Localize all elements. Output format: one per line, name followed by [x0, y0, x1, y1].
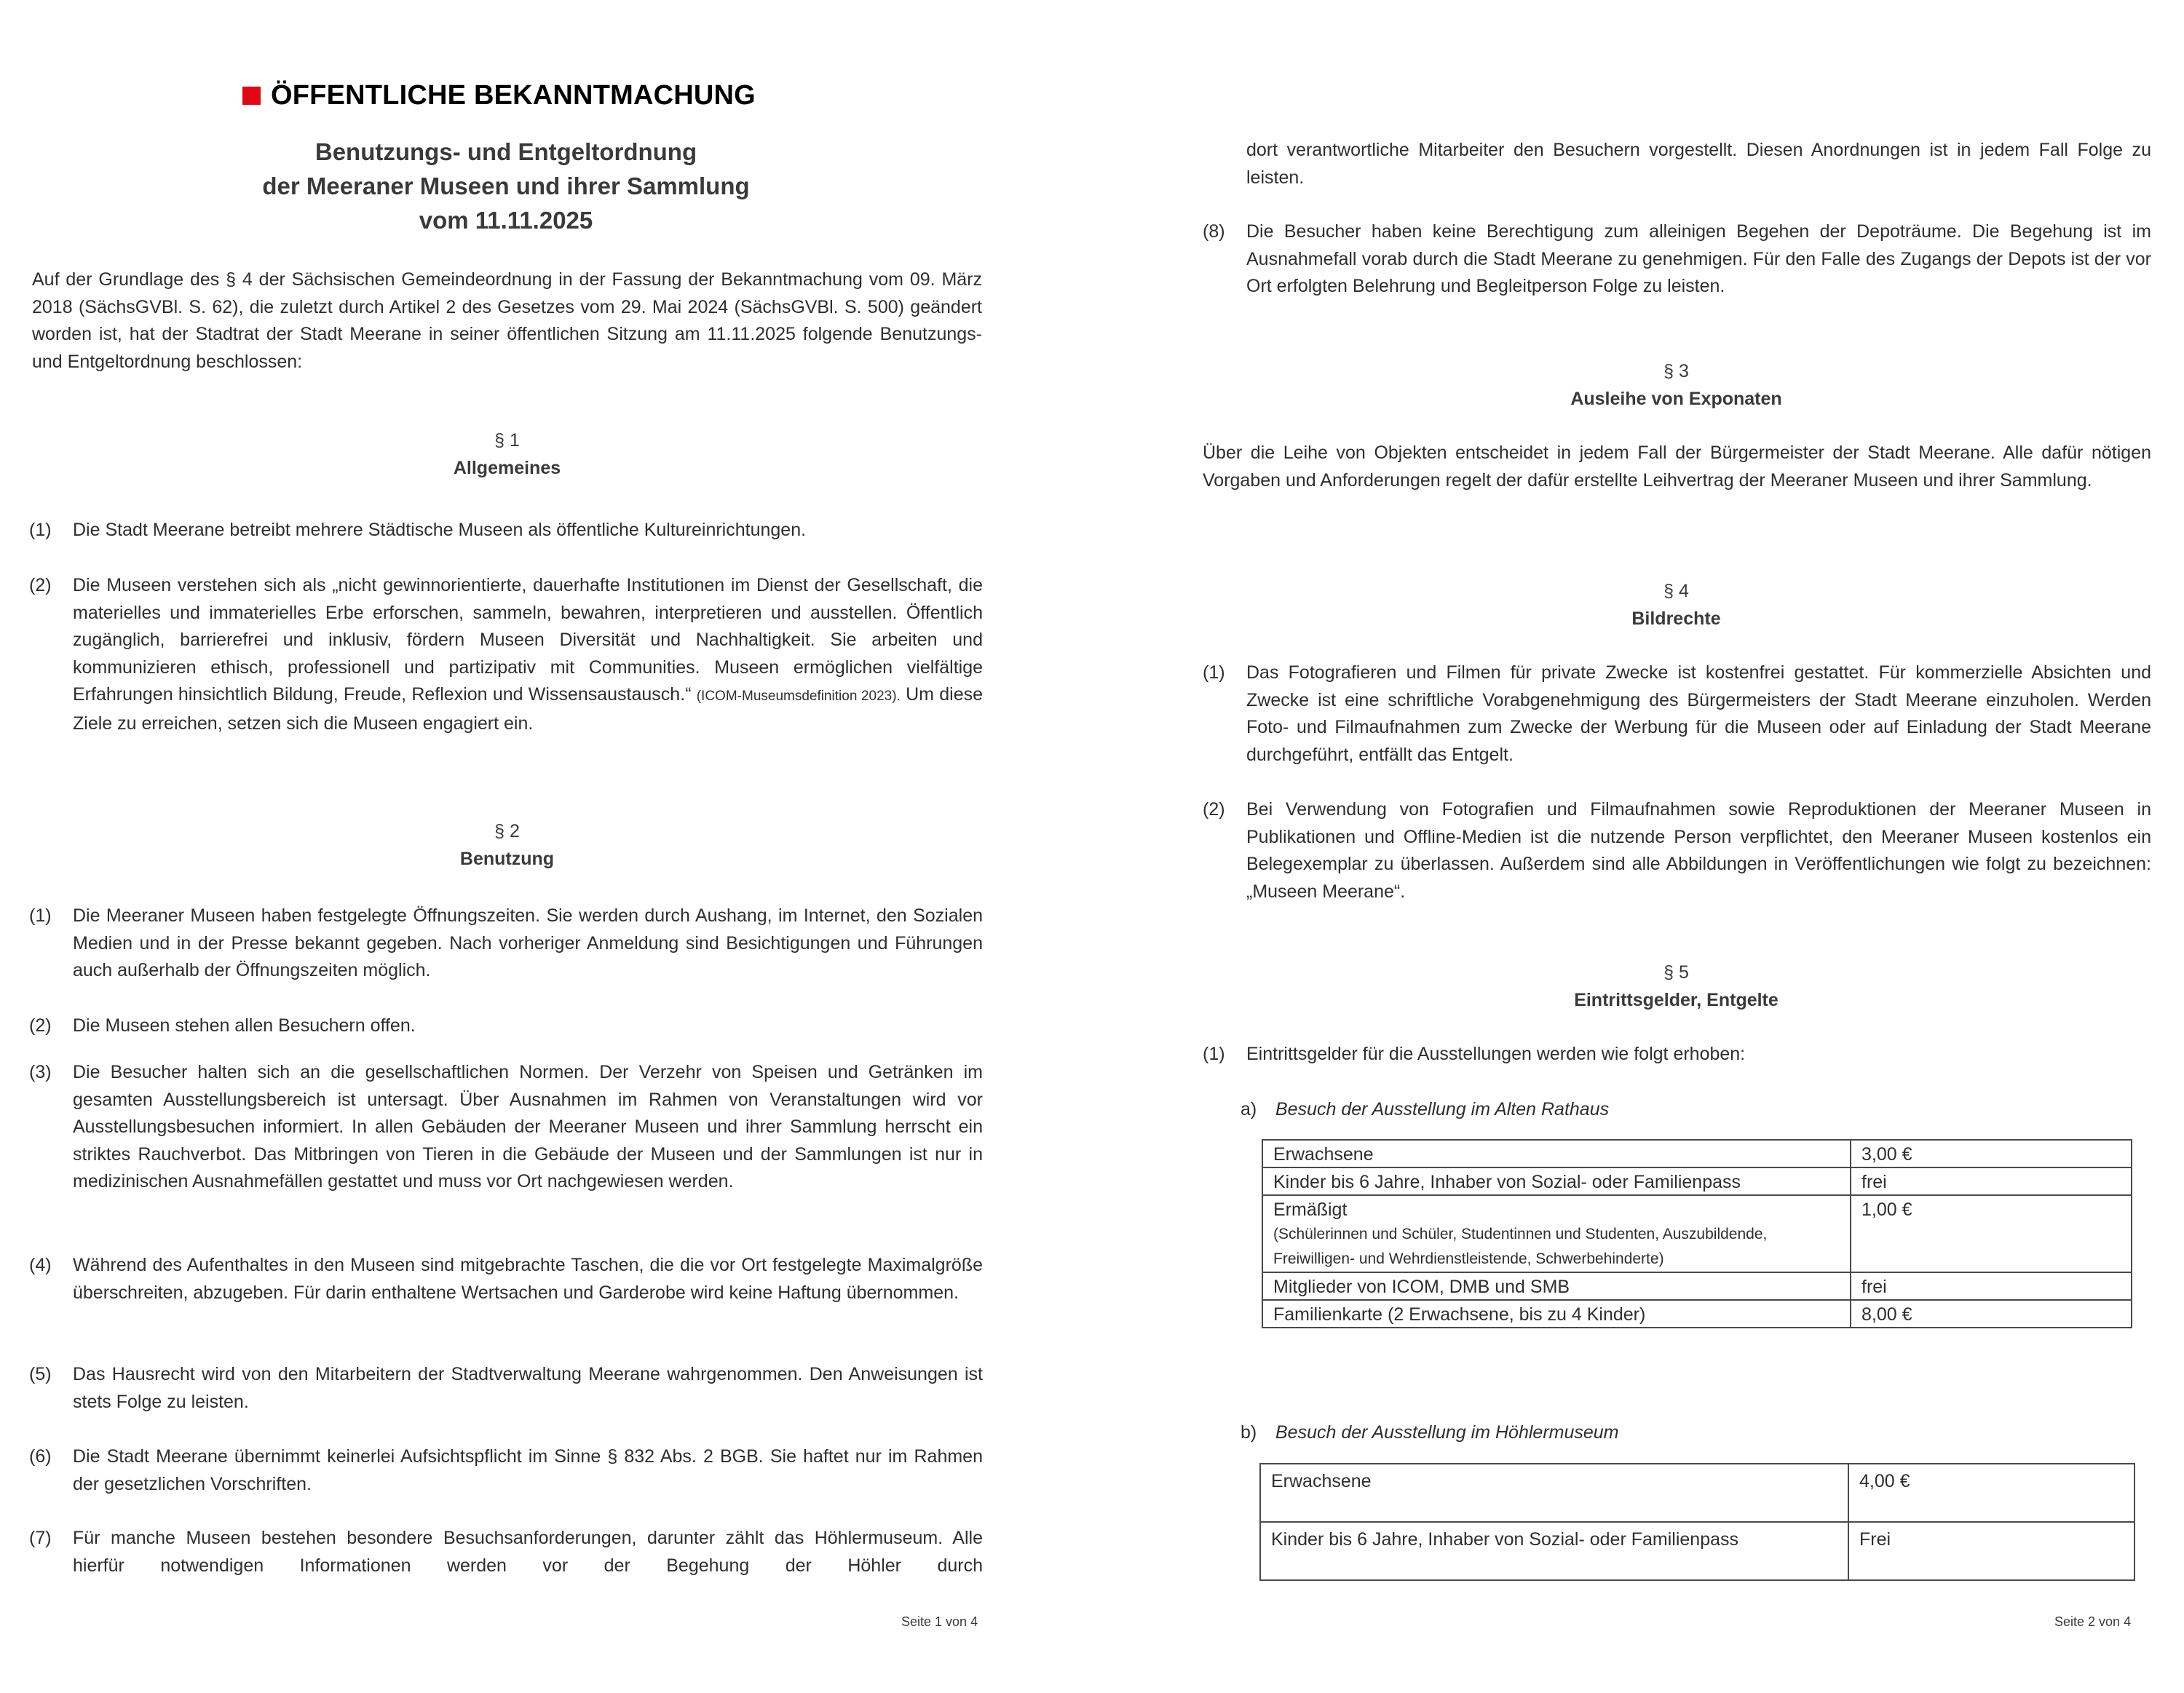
- table-row: [1262, 1140, 2132, 1167]
- s5-paragraph-1: [1203, 1041, 2151, 1068]
- paragraph-text: Während des Aufenthaltes in den Museen sind mitgebrachte Taschen, die die vor Ort festgelegte Maximalgröße überschreiten, abzugeben. Für darin enthaltene Wertsachen und Garderobe wird keine Haftung übernommen.: [73, 1255, 983, 1303]
- page-number-footer: Seite 2 von 4: [2054, 1614, 2132, 1629]
- section-title: Benutzung: [459, 849, 555, 869]
- paragraph-number: (1): [1203, 662, 1225, 683]
- paragraph-number: (7): [29, 1528, 52, 1548]
- document-title: [29, 135, 983, 237]
- subsection-label: b): [1241, 1422, 1257, 1443]
- s1-paragraph-2: [29, 572, 983, 737]
- paragraph-number: (2): [1203, 799, 1225, 820]
- section-number: § 5: [1663, 962, 1689, 983]
- category-cell: Familienkarte (2 Erwachsene, bis zu 4 Kinder): [1262, 1300, 1851, 1328]
- title-line-1: Benutzungs- und Entgeltordnung: [314, 138, 697, 165]
- category-cell: [1262, 1195, 1851, 1272]
- citation: (ICOM-Museumsdefinition 2023).: [696, 689, 901, 704]
- paragraph-text: Die Stadt Meerane übernimmt keinerlei Aufsichtspflicht im Sinne § 832 Abs. 2 BGB. Sie haftet nur im Rahmen der gesetzlichen Vorschriften.: [73, 1446, 983, 1494]
- fee-table-altes-rathaus: [1262, 1139, 2132, 1328]
- page-number-footer: Seite 1 von 4: [901, 1614, 978, 1629]
- table-row: [1260, 1464, 2134, 1522]
- price-cell: 4,00 €: [1848, 1464, 2134, 1522]
- category-cell: Mitglieder von ICOM, DMB und SMB: [1262, 1272, 1851, 1300]
- s2-paragraph-8: [1203, 218, 2151, 301]
- s4-paragraph-1: [1203, 659, 2151, 769]
- section-1-heading: [32, 427, 982, 482]
- s2-paragraph-7-continuation: dort verantwortliche Mitarbeiter den Besuchern vorgestellt. Diesen Anordnungen ist in jedem Fall Folge zu leisten.: [1246, 140, 2151, 188]
- category-label: Ermäßigt: [1273, 1200, 1348, 1220]
- paragraph-text: Die Museen stehen allen Besuchern offen.: [73, 1015, 416, 1036]
- table-row: [1262, 1300, 2132, 1328]
- subsection-a-heading: [1241, 1096, 1609, 1124]
- price-cell: 3,00 €: [1851, 1140, 2132, 1167]
- paragraph-number: (1): [29, 520, 52, 540]
- price-cell: frei: [1851, 1167, 2132, 1195]
- fee-table-hoehlermuseum: [1259, 1463, 2135, 1581]
- section-title: Ausleihe von Exponaten: [1570, 389, 1782, 409]
- paragraph-text: Die Meeraner Museen haben festgelegte Öffnungszeiten. Sie werden durch Aushang, im Internet, den Sozialen Medien und in der Presse bekannt gegeben. Nach vorheriger Anmeldung sind Besichtigungen und Führungen auch außerhalb der Öffnungszeiten möglich.: [73, 905, 983, 980]
- price-cell: 1,00 €: [1851, 1195, 2132, 1272]
- page-2: [1092, 0, 2184, 1693]
- paragraph-text: Die Besucher halten sich an die gesellschaftlichen Normen. Der Verzehr von Speisen und Getränken im gesamten Ausstellungsbereich ist untersagt. Über Ausnahmen im Rahmen von Veranstaltungen wird vor Ausstellungsbesuchen informiert. In allen Gebäuden der Meeraner Museen und ihrer Sammlung herrscht ein striktes Rauchverbot. Das Mitbringen von Tieren in die Gebäude der Museen und der Sammlungen ist nur in medizinischen Ausnahmefällen gestattet und muss vor Ort nachgewiesen werden.: [73, 1062, 983, 1192]
- title-line-2: der Meeraner Museen und ihrer Sammlung: [262, 173, 750, 199]
- paragraph-text: Für manche Museen bestehen besondere Besuchsanforderungen, darunter zählt das Höhlermuseum. Alle hierfür notwendigen Informationen werden vor der Begehung der Höhler durch: [73, 1528, 983, 1576]
- category-note: (Schülerinnen und Schüler, Studentinnen und Studenten, Auszubildende, Freiwilligen- und Wehrdienstleistende, Schwerbehinderte): [1273, 1226, 1768, 1267]
- table-row: [1262, 1272, 2132, 1300]
- paragraph-number: (6): [29, 1446, 52, 1467]
- price-cell: Frei: [1848, 1522, 2134, 1580]
- section-2-heading: [32, 817, 982, 873]
- red-square-icon: [242, 87, 261, 105]
- paragraph-text: Eintrittsgelder für die Ausstellungen werden wie folgt erhoben:: [1246, 1044, 1746, 1064]
- s2-paragraph-2: [29, 1012, 983, 1040]
- s2-paragraph-1: [29, 903, 983, 985]
- section-title: Bildrechte: [1631, 608, 1721, 629]
- table-row: [1262, 1195, 2132, 1272]
- s2-paragraph-7: [29, 1525, 983, 1579]
- paragraph-number: (2): [29, 575, 52, 595]
- subsection-title: Besuch der Ausstellung im Alten Rathaus: [1275, 1099, 1610, 1119]
- paragraph-text: [73, 572, 983, 737]
- section-3-heading: [1201, 357, 2151, 413]
- paragraph-text: Das Fotografieren und Filmen für private Zwecke ist kostenfrei gestattet. Für kommerzielle Absichten und Zwecke ist eine schriftliche Vorabgenehmigung des Bürgermeisters der Stadt Meerane einzuholen. Werden Foto- und Filmaufnahmen zum Zwecke der Werbung für die Museen oder auf Einladung der Stadt Meerane durchgeführt, entfällt das Entgelt.: [1246, 662, 2151, 765]
- banner-label: ÖFFENTLICHE BEKANNTMACHUNG: [271, 80, 756, 111]
- category-cell: Kinder bis 6 Jahre, Inhaber von Sozial- oder Familienpass: [1262, 1167, 1851, 1195]
- paragraph-number: (4): [29, 1255, 52, 1275]
- paragraph-text: Die Besucher haben keine Berechtigung zum alleinigen Begehen der Depoträume. Die Begehung ist im Ausnahmefall vorab durch die Stadt Meerane zu genehmigen. Für den Falle des Zugangs der Depots ist der vor Ort erfolgten Belehrung und Begleitperson Folge zu leisten.: [1246, 221, 2151, 296]
- section-title: Allgemeines: [453, 458, 561, 478]
- s3-text: Über die Leihe von Objekten entscheidet in jedem Fall der Bürgermeister der Stadt Meerane. Alle dafür nötigen Vorgaben und Anforderungen regelt der dafür erstellte Leihvertrag der Meeraner Museen und ihrer Sammlung.: [1203, 443, 2151, 491]
- section-number: § 4: [1663, 581, 1689, 601]
- title-line-3: vom 11.11.2025: [419, 207, 593, 234]
- paragraph-text: Bei Verwendung von Fotografien und Filmaufnahmen sowie Reproduktionen der Meeraner Museen in Publikationen und Offline-Medien ist die nutzende Person verpflichtet, den Meeraner Museen kostenlos ein Belegexemplar zu überlassen. Außerdem sind alle Abbildungen in Veröffentlichungen wie folgt zu bezeichnen: „Museen Meerane“.: [1246, 799, 2151, 902]
- paragraph-number: (3): [29, 1062, 52, 1082]
- subsection-label: a): [1241, 1099, 1257, 1119]
- section-number: § 3: [1663, 361, 1689, 381]
- table-row: [1262, 1167, 2132, 1195]
- paragraph-number: (1): [29, 905, 52, 926]
- section-number: § 1: [494, 430, 520, 451]
- s1-paragraph-1: [29, 517, 983, 544]
- paragraph-number: (1): [1203, 1044, 1225, 1064]
- paragraph-text: Das Hausrecht wird von den Mitarbeitern der Stadtverwaltung Meerane wahrgenommen. Den Anweisungen ist stets Folge zu leisten.: [73, 1364, 983, 1412]
- preamble: Auf der Grundlage des § 4 der Sächsischen Gemeindeordnung in der Fassung der Bekanntmachung vom 09. März 2018 (SächsGVBl. S. 62), die zuletzt durch Artikel 2 des Gesetzes vom 29. Mai 2024 (SächsGVBl. S. 500) geändert worden ist, hat der Stadtrat der Stadt Meerane in seiner öffentlichen Sitzung am 11.11.2025 folgende Benutzungs- und Entgeltordnung beschlossen:: [32, 269, 982, 372]
- category-cell: Erwachsene: [1260, 1464, 1848, 1522]
- s2-paragraph-6: [29, 1443, 983, 1498]
- paragraph-number: (8): [1203, 221, 1225, 242]
- s2-paragraph-5: [29, 1361, 983, 1416]
- paragraph-number: (2): [29, 1015, 52, 1036]
- icom-quote: Die Museen verstehen sich als „nicht gewinnorientierte, dauerhafte Institutionen im Dienst der Gesellschaft, die materielles und immaterielles Erbe erforschen, sammeln, bewahren, interpretieren und ausstellen. Öffentlich zugänglich, barrierefrei und inklusiv, fördern Museen Diversität und Nachhaltigkeit. Sie arbeiten und kommunizieren ethisch, professionell und partizipativ mit Communities. Museen ermöglichen vielfältige Erfahrungen hinsichtlich Bildung, Freude, Reflexion und Wissensaustausch.“: [73, 575, 983, 705]
- price-cell: frei: [1851, 1272, 2132, 1300]
- paragraph-text: Die Stadt Meerane betreibt mehrere Städtische Museen als öffentliche Kultureinrichtungen.: [73, 520, 807, 540]
- s2-paragraph-3: [29, 1059, 983, 1196]
- section-5-heading: [1201, 959, 2151, 1014]
- subsection-title: Besuch der Ausstellung im Höhlermuseum: [1275, 1422, 1619, 1443]
- s4-paragraph-2: [1203, 796, 2151, 905]
- section-title: Eintrittsgelder, Entgelte: [1574, 990, 1779, 1010]
- section-4-heading: [1201, 577, 2151, 633]
- table-row: [1260, 1522, 2134, 1580]
- price-cell: 8,00 €: [1851, 1300, 2132, 1328]
- s2-paragraph-4: [29, 1252, 983, 1307]
- paragraph-tail: Um diese Ziele zu erreichen, setzen sich die Museen engagiert ein.: [73, 684, 983, 734]
- category-cell: Kinder bis 6 Jahre, Inhaber von Sozial- oder Familienpass: [1260, 1522, 1848, 1580]
- category-cell: Erwachsene: [1262, 1140, 1851, 1167]
- section-number: § 2: [494, 821, 520, 841]
- announcement-banner: [242, 80, 756, 111]
- subsection-b-heading: [1241, 1419, 1619, 1447]
- paragraph-number: (5): [29, 1364, 52, 1384]
